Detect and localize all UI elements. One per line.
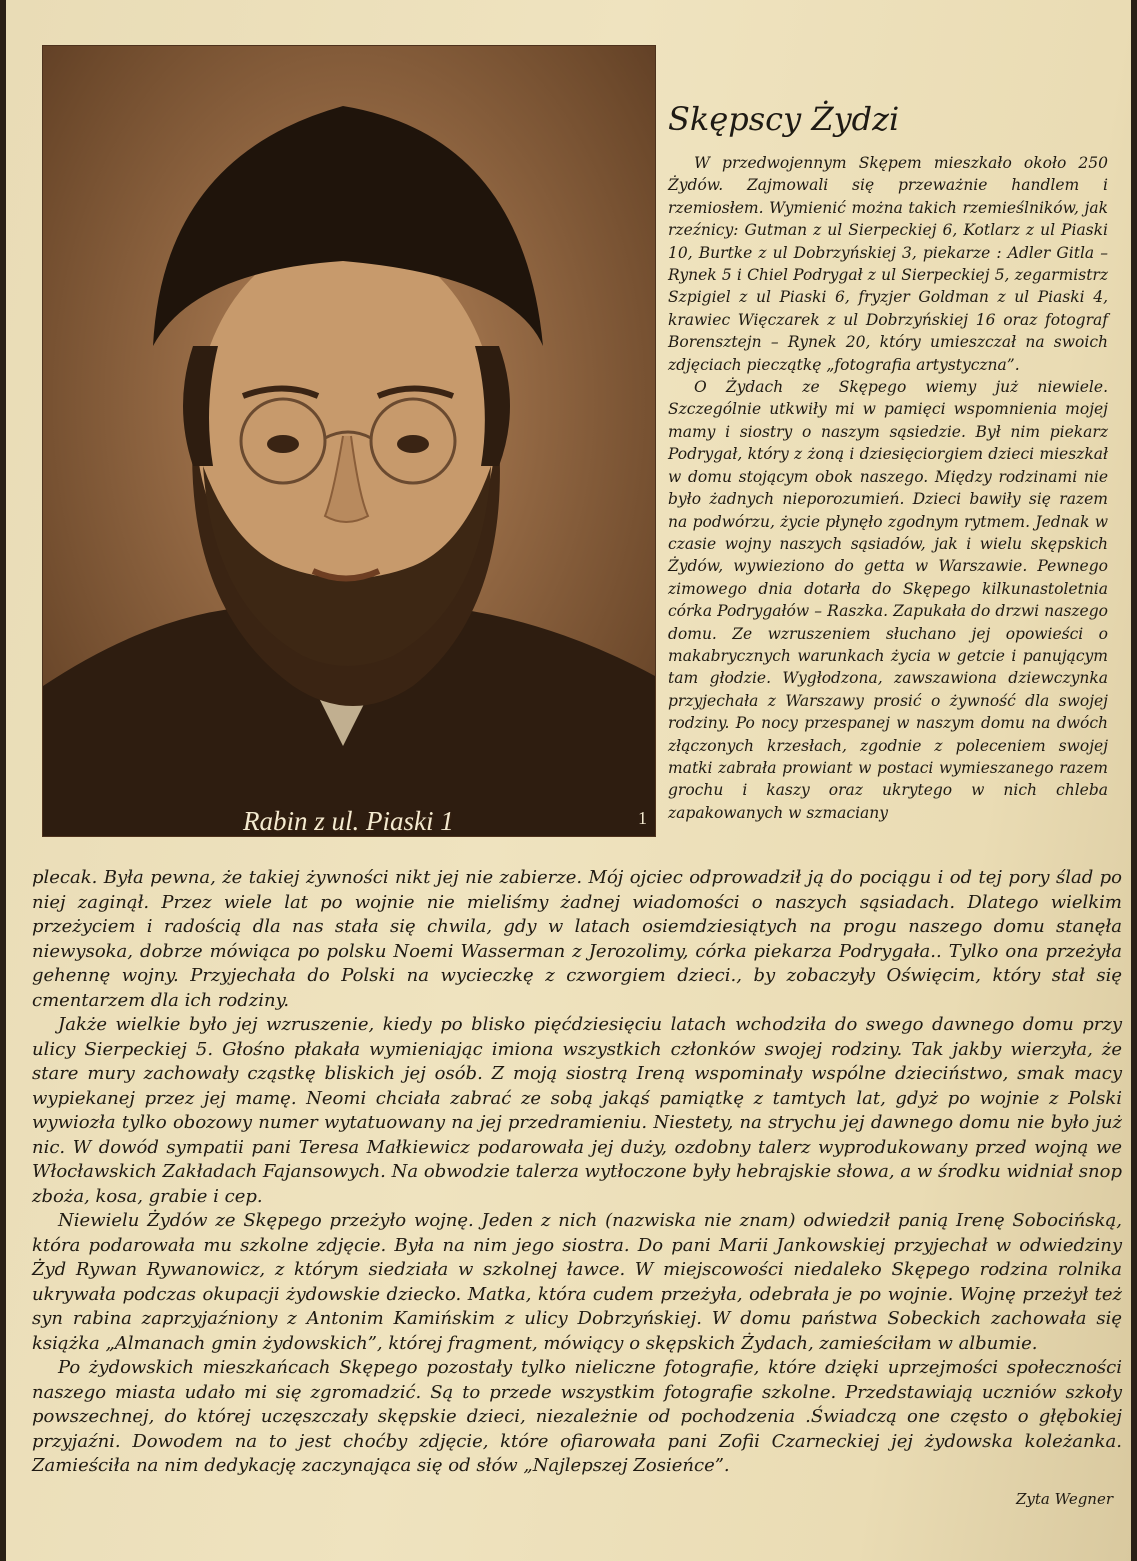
body-paragraph: Niewielu Żydów ze Skępego przeżyło wojnę. Jeden z nich (nazwiska nie znam) odwiedził panią Irenę Sobocińską, która podarowała mu szkolne zdjęcie. Była na nim jego siostra. Do pani Marii Jankowskiej przyjechał w odwiedziny Żyd Rywan Rywanowicz, z którym siedziała w szkolnej ławce. W miejscowości niedaleko Skępego rodzina rolnika ukrywała podczas okupacji żydowskie dziecko. Matka, która cudem przeżyła, odebrała je po wojnie. Wojnę przeżył też syn rabina zaprzyjaźniony z Antonim Kamińskim z ulicy Dobrzyńskiej. W domu państwa Sobeckich zachowała się książka „Almanach gmin żydowskich”, której fragment, mówiący o skępskich Żydach, zamieściłam w albumie. (32, 1210, 1122, 1354)
body-paragraph: plecak. Była pewna, że takiej żywności nikt jej nie zabierze. Mój ojciec odprowadził ją do pociągu i od tej pory ślad po niej zaginął. Przez wiele lat po wojnie nie mieliśmy żadnej wiadomości o naszych sąsiadach. Dlatego wielkim przeżyciem i radością dla nas stała się chwila, gdy w latach osiemdziesiątych na progu naszego domu stanęła niewysoka, dobrze mówiąca po polsku Noemi Wasserman z Jerozolimy, córka piekarza Podrygała.. Tylko ona przeżyła gehennę wojny. Przyjechała do Polski na wycieczkę z czworgiem dzieci., by zobaczyły Oświęcim, który stał się cmentarzem dla ich rodziny. (32, 867, 1122, 1011)
photo-number: 1 (638, 808, 647, 828)
right-column-text (668, 152, 1108, 824)
body-paragraph: Po żydowskich mieszkańcach Skępego pozostały tylko nieliczne fotografie, które dzięki uprzejmości społeczności naszego miasta udało mi się zgromadzić. Są to przede wszystkim fotografie szkolne. Przedstawiają uczniów szkoły powszechnej, do której uczęszczały skępskie dzieci, niezależnie od pochodzenia .Świadczą one często o głębokiej przyjaźni. Dowodem na to jest choćby zdjęcie, które ofiarowała pani Zofii Czarneckiej jej żydowska koleżanka. Zamieściła na nim dedykację zaczynająca się od słów „Najlepszej Zosieńce”. (32, 1357, 1122, 1476)
column-paragraph: O Żydach ze Skępego wiemy już niewiele. Szczególnie utkwiły mi w pamięci wspomnienia mojej mamy i siostry o naszym sąsiedzie. Był nim piekarz Podrygał, który z żoną i dziesięciorgiem dzieci mieszkał w domu stojącym obok naszego. Między rodzinami nie było żadnych nieporozumień. Dzieci bawiły się razem na podwórzu, życie płynęło zgodnym rytmem. Jednak w czasie wojny naszych sąsiadów, jak i wielu skępskich Żydów, wywieziono do getta w Warszawie. Pewnego zimowego dnia dotarła do Skępego kilkunastoletnia córka Podrygałów – Raszka. Zapukała do drzwi naszego domu. Ze wzruszeniem słuchano jej opowieści o makabrycznych warunkach życia w getcie i panującym tam głodzie. Wygłodzona, zawszawiona dziewczynka przyjechała z Warszawy prosić o żywność dla swojej rodziny. Po nocy przespanej w naszym domu na dwóch złączonych krzesłach, zgodnie z poleceniem swojej matki zabrała prowiant w postaci wymieszanego razem grochu i kaszy oraz ukrytego w nich chleba zapakowanych w szmaciany (668, 378, 1108, 822)
full-width-text (32, 866, 1122, 1479)
column-paragraph: W przedwojennym Skępem mieszkało około 250 Żydów. Zajmowali się przeważnie handlem i rzemiosłem. Wymienić można takich rzemieślników, jak rzeźnicy: Gutman z ul Sierpeckiej 6, Kotlarz z ul Piaski 10, Burtke z ul Dobrzyńskiej 3, piekarze : Adler Gitla – Rynek 5 i Chiel Podrygał z ul Sierpeckiej 5, zegarmistrz Szpigiel z ul Piaski 6, fryzjer Goldman z ul Piaski 4, krawiec Więczarek z ul Dobrzyńskiej 16 oraz fotograf Borensztejn – Rynek 20, który umieszczał na swoich zdjęciach pieczątkę „fotografia artystyczna”. (668, 154, 1108, 374)
book-page (6, 0, 1131, 1561)
photo-caption: Rabin z ul. Piaski 1 (243, 806, 454, 836)
rabbi-photo (42, 45, 656, 837)
article-title: Skępscy Żydzi (668, 100, 900, 138)
author-signature: Zyta Wegner (1016, 1490, 1114, 1508)
body-paragraph: Jakże wielkie było jej wzruszenie, kiedy po blisko pięćdziesięciu latach wchodziła do swego dawnego domu przy ulicy Sierpeckiej 5. Głośno płakała wymieniając imiona wszystkich członków swojej rodziny. Tak jakby wierzyła, że stare mury zachowały cząstkę bliskich jej osób. Z moją siostrą Ireną wspominały wspólne dzieciństwo, smak macy wypiekanej przez jej mamę. Neomi chciała zabrać ze sobą jakąś pamiątkę z tamtych lat, gdyż po wojnie z Polski wywiozła tylko obozowy numer wytatuowany na jej przedramieniu. Niestety, na strychu jej dawnego domu nie było już nic. W dowód sympatii pani Teresa Małkiewicz podarowała jej duży, ozdobny talerz wyprodukowany przed wojną we Włocławskich Zakładach Fajansowych. Na obwodzie talerza wytłoczone były hebrajskie słowa, a w środku widniał snop zboża, kosa, grabie i cep. (32, 1014, 1122, 1207)
rabbi-portrait-illustration (43, 46, 655, 836)
